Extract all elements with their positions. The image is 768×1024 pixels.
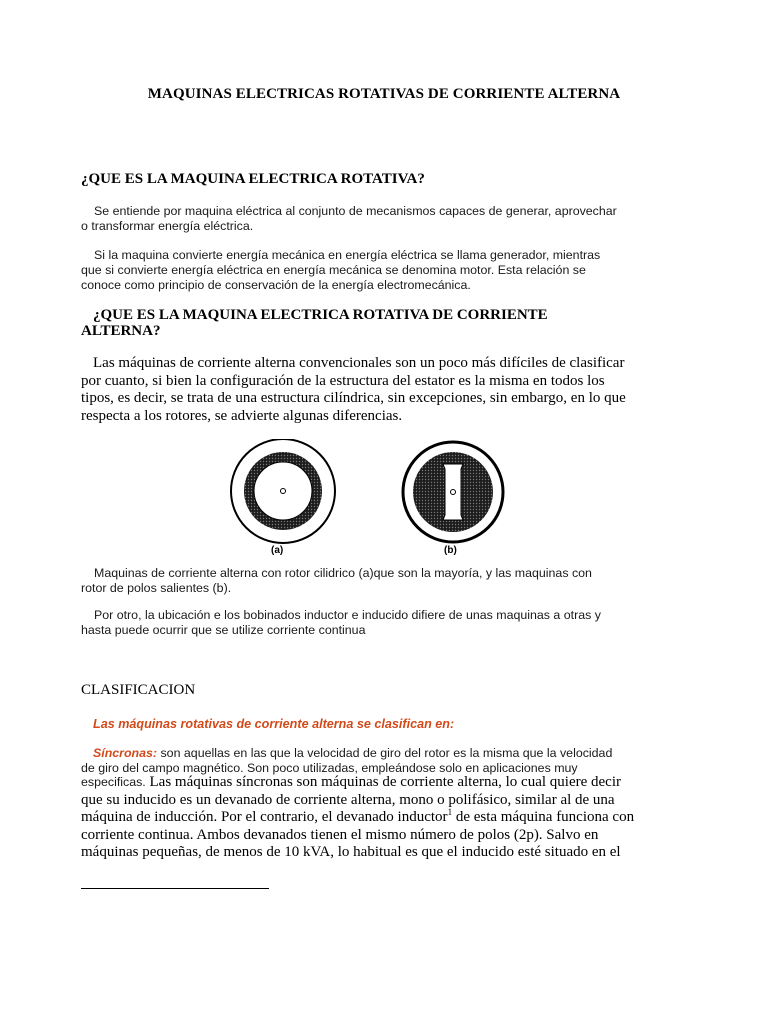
clasificacion-intro: Las máquinas rotativas de corriente alterna se clasifican en: (93, 717, 455, 731)
text-line: de giro del campo magnético. Son poco utilizadas, empleándose solo en aplicaciones muy (81, 761, 578, 775)
text-line: Maquinas de corriente alterna con rotor cilidrico (a)que son la mayoría, y las maquinas con (94, 566, 592, 580)
text-line: Las máquinas de corriente alterna convencionales son un poco más difíciles de clasificar (93, 355, 625, 371)
text-line: Si la maquina convierte energía mecánica en energía eléctrica se llama generador, mientras (94, 248, 601, 262)
text-line (81, 809, 721, 827)
footnote-marker: 1 (447, 807, 453, 817)
text-line: máquinas pequeñas, de menos de 10 kVA, lo habitual es que el inducido esté situado en el (81, 844, 621, 860)
section-heading-corriente-alterna-cont (81, 323, 160, 340)
section-heading-corriente-alterna (93, 307, 548, 324)
text-span: de esta máquina funciona con (452, 809, 635, 825)
label-a: (a) (271, 545, 284, 556)
text-line: corriente continua. Ambos devanados tienen el mismo número de polos (2p). Salvo en (81, 826, 599, 843)
text-line: o transformar energía eléctrica. (81, 219, 254, 233)
paragraph-definicion (81, 204, 681, 234)
text-line: Por otro, la ubicación e los bobinados inductor e inducido difiere de unas maquinas a otras y (94, 608, 601, 622)
text-span: especificas. (81, 775, 146, 789)
text-span: son aquellas en las que la velocidad de giro del rotor es la misma que la velocidad (157, 746, 613, 760)
document-title: MAQUINAS ELECTRICAS ROTATIVAS DE CORRIENTE ALTERNA (147, 86, 621, 102)
section-heading-maquina-rotativa: ¿QUE ES LA MAQUINA ELECTRICA ROTATIVA? (81, 171, 425, 187)
text-line: respecta a los rotores, se advierte algunas diferencias. (81, 407, 403, 424)
heading-line: ALTERNA? (81, 323, 161, 339)
paragraph-generador-motor (81, 248, 681, 293)
text-line: hasta puede ocurrir que se utilize corriente continua (81, 623, 366, 637)
text-line: tipos, es decir, se trata de una estructura cilíndrica, sin excepciones, sin embargo, en lo que (81, 390, 626, 406)
footnote-separator (81, 888, 269, 889)
text-line: por cuanto, si bien la configuración de la estructura del estator es la misma en todos los (81, 372, 605, 389)
label-b: (b) (444, 545, 457, 556)
text-line: que si convierte energía eléctrica en energía mecánica se denomina motor. Esta relación se (81, 263, 586, 277)
paragraph-sincronas-detalle (81, 774, 721, 862)
text-line (81, 774, 721, 792)
text-line (81, 746, 701, 761)
salient-pole-rotor-diagram (403, 442, 503, 542)
text-span: máquina de inducción. Por el contrario, el devanado inductor (81, 809, 448, 825)
paragraph-bobinados (81, 608, 681, 638)
sincronas-label: Síncronas: (93, 746, 158, 760)
clasificacion-heading: CLASIFICACION (81, 682, 196, 698)
paragraph-sincronas (81, 746, 701, 776)
rotor-figure (229, 439, 519, 561)
figure-caption (81, 566, 681, 596)
text-line: rotor de polos salientes (b). (81, 581, 232, 595)
paragraph-clasificar (81, 355, 681, 425)
cylindrical-rotor-diagram (231, 439, 335, 543)
text-line: Se entiende por maquina eléctrica al conjunto de mecanismos capaces de generar, aprovechar (94, 204, 617, 218)
text-line: que su inducido es un devanado de corriente alterna, mono o polifásico, similar al de una (81, 791, 615, 808)
heading-line: ¿QUE ES LA MAQUINA ELECTRICA ROTATIVA DE CORRIENTE (93, 307, 548, 323)
text-line: conoce como principio de conservación de la energía electromecánica. (81, 278, 471, 292)
text-span: Las máquinas síncronas son máquinas de corriente alterna, lo cual quiere decir (145, 774, 621, 790)
